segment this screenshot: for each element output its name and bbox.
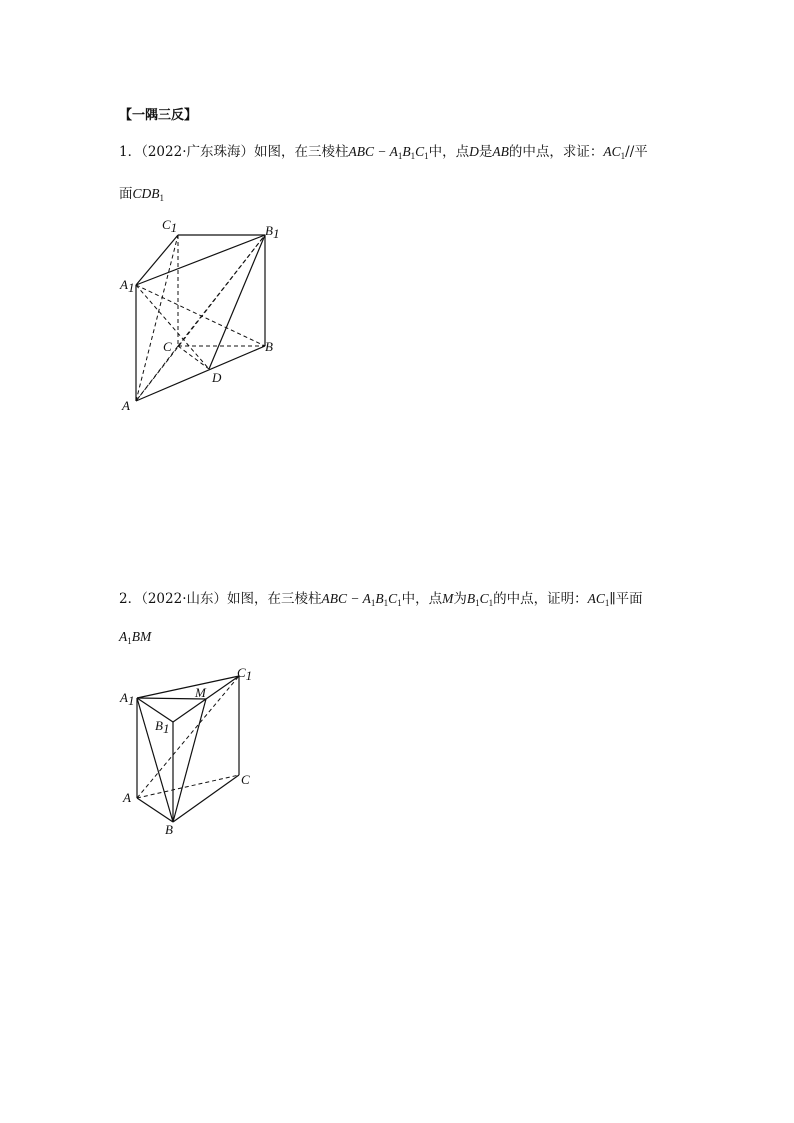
edge-cd-hidden [178,346,209,369]
label-a: A [123,790,131,805]
label-b1: B1 [155,718,170,736]
diag-a1b-hidden [136,285,265,346]
section-title: 【一隅三反】 [119,108,198,123]
prism-figure-2 [115,660,275,840]
problem-2-plane: $A_1BM$ [119,629,152,646]
edge-bm [173,699,206,822]
problem-1-line: $AC_1$ [603,144,626,161]
problem-2-prism: ABC − $A_1B_1C_1$ [321,591,402,608]
problem-1-text-d: 面 [119,186,133,202]
label-c: C [163,339,172,354]
problem-1-prism: ABC − $A_1B_1C_1$ [348,144,429,161]
label-a: A [122,398,130,413]
problem-1-text-b: 是 [478,144,493,160]
problem-1-statement-line2 [119,182,164,202]
problem-2-text-c: 的中点，证明： [493,591,588,607]
edge-ab [136,346,265,401]
label-c1: C1 [162,217,178,235]
problem-1-plane: $CDB_1$ [132,186,164,203]
problem-2-text-a: 中，点 [401,591,443,607]
label-d: D [212,370,222,385]
label-a1: A1 [120,277,135,295]
problem-2-segment: $B_1C_1$ [466,591,494,608]
label-b: B [265,339,273,354]
prism-figure-1 [115,215,295,415]
problem-1-prefix: 1．（2022·广东珠海）如图，在三棱柱 [119,144,349,160]
label-b1: B1 [265,223,280,241]
problem-2-statement-line2 [119,629,151,645]
problem-1-text-c: 的中点，求证： [508,144,604,160]
label-b: B [165,822,173,837]
problem-2-line: $AC_1$ [587,591,610,608]
problem-1-segment: AB [492,144,509,159]
problem-1-point: D [469,144,479,159]
label-a1: A1 [120,690,135,708]
problem-2-prefix: 2．（2022·山东）如图，在三棱柱 [119,591,322,607]
edge-a1b [137,698,173,822]
problem-1-statement [119,140,648,160]
label-m: M [195,685,206,700]
problem-2-statement [119,587,643,607]
problem-1-text-a: 中，点 [428,144,470,160]
label-c1: C1 [237,665,253,683]
label-c: C [241,772,250,787]
edge-b1d [209,235,265,369]
problem-1-parallel: //平 [625,144,648,160]
problem-2-text-b: 为 [453,591,467,607]
problem-2-point: M [442,591,454,606]
problem-2-parallel: ∥平面 [609,591,643,607]
